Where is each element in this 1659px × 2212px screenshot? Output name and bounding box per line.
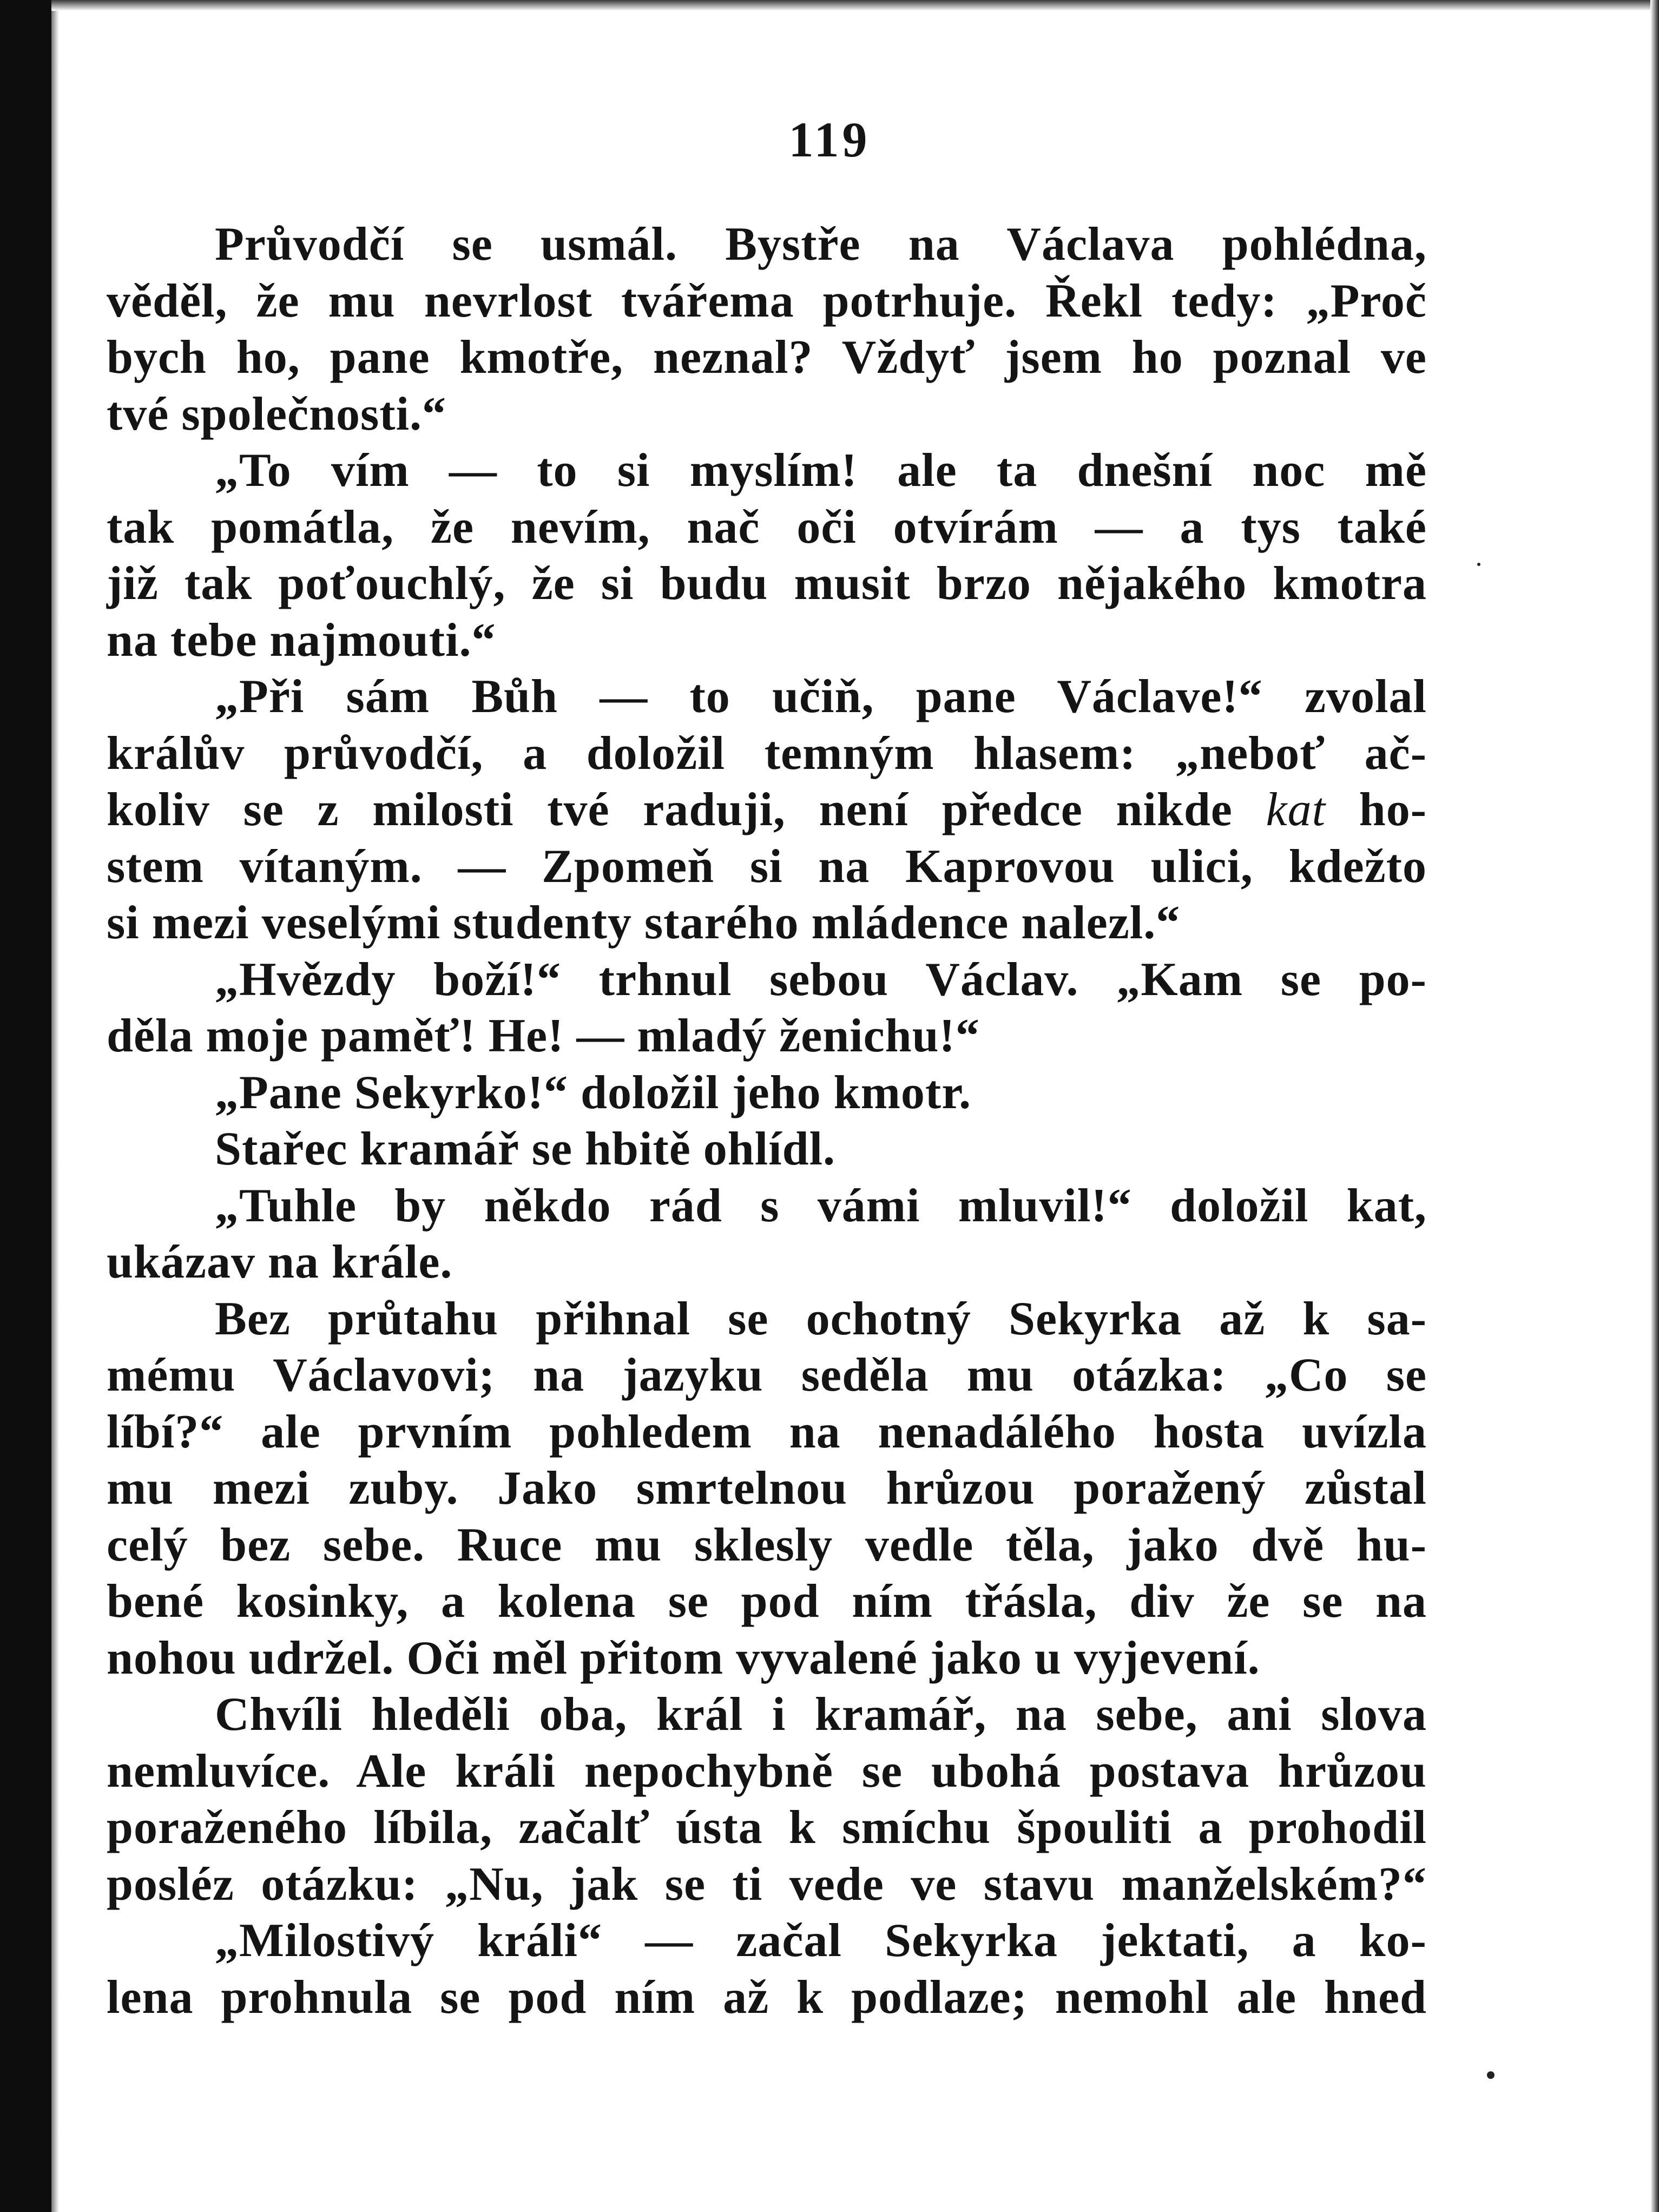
text-line: „Hvězdy boží!“ trhnul sebou Václav. „Kam se po- bbox=[215, 953, 1427, 1006]
text-line: celý bez sebe. Ruce mu sklesly vedle těla, jako dvě hu- bbox=[107, 1518, 1427, 1571]
page-left-edge-gradient bbox=[51, 0, 59, 2212]
text-line: bych ho, pane kmotře, neznal? Vždyť jsem ho poznal ve bbox=[107, 331, 1427, 384]
text-line: „Milostivý králi“ — začal Sekyrka jektati, a ko- bbox=[215, 1914, 1427, 1967]
text-line: si mezi veselými studenty starého mládence nalezl.“ bbox=[107, 897, 1181, 949]
text-line: posléz otázku: „Nu, jak se ti vede ve stavu manželském?“ bbox=[107, 1858, 1427, 1911]
text-line: Chvíli hleděli oba, král i kramář, na sebe, ani slova bbox=[215, 1688, 1427, 1741]
page-number: 119 bbox=[788, 112, 871, 167]
scan-speck bbox=[1487, 2071, 1495, 2079]
text-line: „Při sám Bůh — to učiň, pane Václave!“ zvolal bbox=[215, 670, 1427, 723]
text-line: tak pomátla, že nevím, nač oči otvírám — a tys také bbox=[107, 501, 1427, 554]
text-line: králův průvodčí, a doložil temným hlasem: „neboť ač- bbox=[107, 727, 1427, 780]
text-line: lena prohnula se pod ním až k podlaze; nemohl ale hned bbox=[107, 1971, 1427, 2024]
text-line: mému Václavovi; na jazyku seděla mu otázka: „Co se bbox=[107, 1349, 1427, 1401]
text-line: koliv se z milosti tvé raduji, není předce nikde kat ho- bbox=[107, 784, 1427, 836]
text-line: děla moje paměť! He! — mladý ženichu!“ bbox=[107, 1010, 980, 1062]
text-line: bené kosinky, a kolena se pod ním třásla, div že se na bbox=[107, 1575, 1427, 1628]
text-line: Průvodčí se usmál. Bystře na Václava pohlédna, bbox=[215, 218, 1427, 271]
emphasized-word: kat bbox=[1266, 784, 1326, 836]
text-line: nohou udržel. Oči měl přitom vyvalené jako u vyjevení. bbox=[107, 1631, 1260, 1684]
text-line: mu mezi zuby. Jako smrtelnou hrůzou poražený zůstal bbox=[107, 1462, 1427, 1515]
text-line: již tak poťouchlý, že si budu musit brzo nějakého kmotra bbox=[107, 557, 1427, 610]
page-right-edge-shadow bbox=[1650, 0, 1659, 2212]
text-line: líbí?“ ale prvním pohledem na nenadálého hosta uvízla bbox=[107, 1405, 1427, 1458]
body-text bbox=[107, 216, 1427, 2026]
text-line: ukázav na krále. bbox=[107, 1236, 453, 1288]
text-line: „To vím — to si myslím! ale ta dnešní noc mě bbox=[215, 444, 1427, 497]
text-line: stem vítaným. — Zpomeň si na Kaprovou ulici, kdežto bbox=[107, 840, 1427, 893]
text-line: „Tuhle by někdo rád s vámi mluvil!“ doložil kat, bbox=[215, 1179, 1427, 1232]
page-top-edge-shadow bbox=[51, 0, 1659, 11]
scan-speck bbox=[1477, 563, 1480, 566]
text-line: Stařec kramář se hbitě ohlídl. bbox=[215, 1123, 836, 1175]
text-line: na tebe najmouti.“ bbox=[107, 614, 496, 667]
page-left-edge-shadow bbox=[0, 0, 51, 2212]
text-line: věděl, že mu nevrlost tvářema potrhuje. Řekl tedy: „Proč bbox=[107, 274, 1427, 327]
text-line: Bez průtahu přihnal se ochotný Sekyrka až k sa- bbox=[215, 1292, 1427, 1345]
text-line: „Pane Sekyrko!“ doložil jeho kmotr. bbox=[215, 1066, 972, 1119]
text-line: poraženého líbila, začalť ústa k smíchu špouliti a prohodil bbox=[107, 1801, 1427, 1854]
text-line: tvé společnosti.“ bbox=[107, 387, 447, 440]
text-line: nemluvíce. Ale králi nepochybně se ubohá postava hrůzou bbox=[107, 1744, 1427, 1798]
